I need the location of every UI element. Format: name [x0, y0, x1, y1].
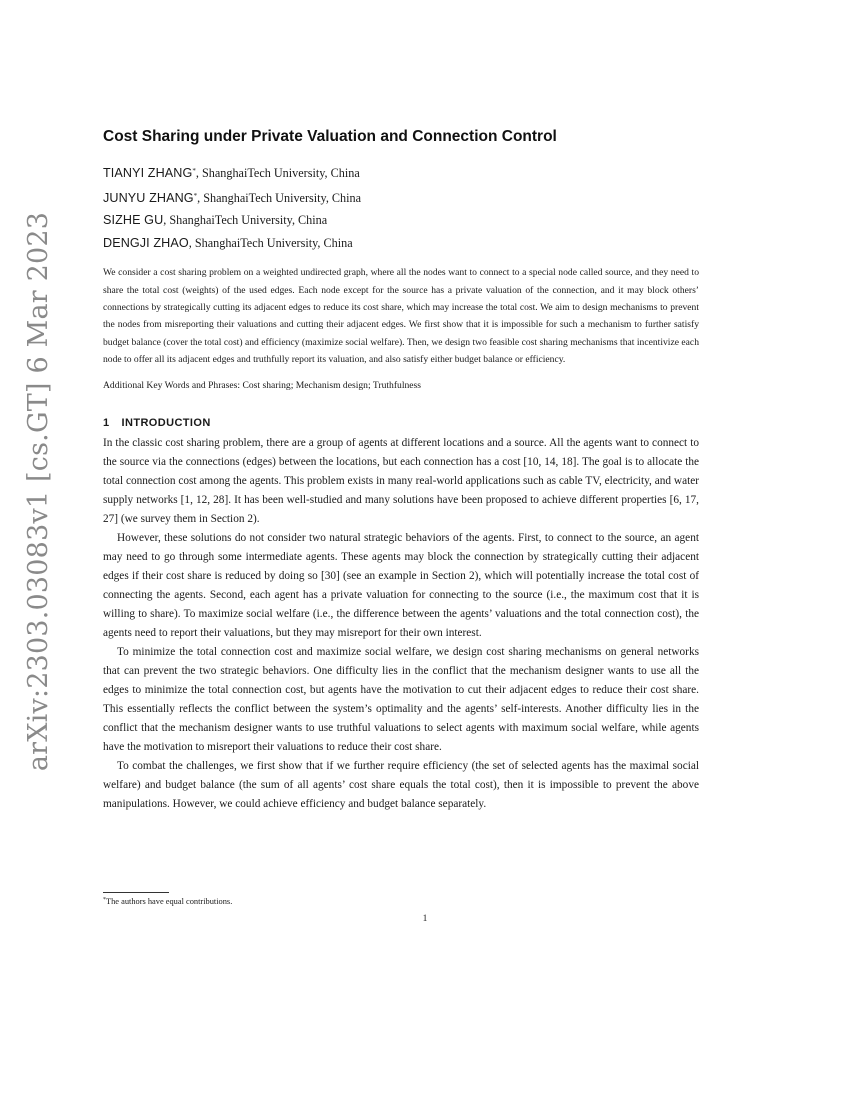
author-name: SIZHE GU [103, 213, 164, 228]
author-list [103, 160, 699, 254]
arxiv-identifier-stamp [12, 211, 66, 771]
footnote [103, 897, 232, 906]
footnote-text: The authors have equal contributions. [106, 897, 233, 906]
footnote-mark: * [103, 897, 106, 903]
section-heading [103, 417, 699, 429]
body-paragraph: However, these solutions do not consider two natural strategic behaviors of the agents. First, to connect to the source, an agent may need to go through some intermediate agents. These agents may block the connection by strategically cutting their adjacent edges if their cost share is reduced by doing so [30] (see an example in Section 2), which will potentially increase the total cost of connecting the agents. Second, each agent has a private valuation for connecting to the source (i.e., the maximum cost that it is willing to share). To maximize social welfare (i.e., the difference between the agents’ valuations and the total connection cost), the agents need to report their valuations, but they may misreport for their own interest. [103, 532, 699, 640]
section-title: INTRODUCTION [121, 417, 211, 430]
author-entry [103, 209, 699, 232]
author-affiliation: , ShanghaiTech University, China [197, 190, 362, 205]
body-paragraph: In the classic cost sharing problem, there are a group of agents at different locations and a source. All the agents want to connect to the source via the connections (edges) between the locations, but each connection has a cost [10, 14, 18]. The goal is to allocate the total connection cost among the agents. This problem exists in many real-world applications such as cable TV, electricity, and water supply networks [1, 12, 28]. It has been well-studied and many solutions have been proposed to achieve different properties [6, 17, 27] (we survey them in Section 2). [103, 437, 699, 526]
paper-content [103, 124, 699, 814]
keywords: Additional Key Words and Phrases: Cost sharing; Mechanism design; Truthfulness [103, 380, 422, 392]
author-name: DENGJI ZHAO [103, 235, 189, 250]
abstract: We consider a cost sharing problem on a weighted undirected graph, where all the nodes want to connect to a special node called source, and they need to share the total cost (weights) of the used edges. Each node except for the source has a private valuation of the connection, and it may block others’ connections by strategically cutting its adjacent edges to reduce its cost share, which may increase the total cost. We aim to design mechanisms to prevent the nodes from misreporting their valuations and cutting their adjacent edges. We first show that it is impossible for such a mechanism to further satisfy budget balance (cover the total cost) and efficiency (maximize social welfare). Then, we design two feasible cost sharing mechanisms that incentivize each node to offer all its adjacent edges and truthfully report its valuation, and also satisfy either budget balance or efficiency. [103, 267, 699, 365]
author-name: TIANYI ZHANG [103, 166, 193, 180]
section-number: 1 [103, 417, 110, 430]
author-entry [103, 232, 699, 255]
body-paragraph: To minimize the total connection cost and maximize social welfare, we design cost sharing mechanisms on general networks that can prevent the two strategic behaviors. One difficulty lies in the conflict that the mechanism designer wants to use all the edges to minimize the total connection cost, but agents have the motivation to cut their adjacent edges to reduce their cost share. This essentially reflects the conflict between the system’s optimality and the agents’ self-interests. Another difficulty lies in the conflict that the mechanism designer wants to use truthful valuations to select agents with maximum social welfare, while agents have the motivation to misreport their valuations to reduce their cost share. [103, 646, 699, 754]
equal-contribution-mark: * [193, 191, 198, 200]
arxiv-id-text: arXiv:2303.03083v1 [cs.GT] 6 Mar 2023 [23, 211, 55, 771]
footnote-rule [103, 892, 169, 893]
author-name: JUNYU ZHANG [103, 190, 194, 205]
equal-contribution-mark: * [192, 167, 196, 175]
author-affiliation: , ShanghaiTech University, China [195, 166, 360, 180]
author-affiliation: , ShanghaiTech University, China [163, 213, 328, 228]
author-entry [103, 160, 699, 185]
paper-title: Cost Sharing under Private Valuation and Connection Control [103, 128, 557, 145]
page-number: 1 [422, 914, 428, 924]
author-affiliation: , ShanghaiTech University, China [188, 235, 353, 250]
body-paragraph: To combat the challenges, we first show that if we further require efficiency (the set of selected agents has the maximal social welfare) and budget balance (the sum of all agents’ cost share equals the total cost), then it is impossible to prevent the above manipulations. However, we could achieve efficiency and budget balance separately. [103, 760, 699, 811]
author-entry [103, 185, 699, 210]
